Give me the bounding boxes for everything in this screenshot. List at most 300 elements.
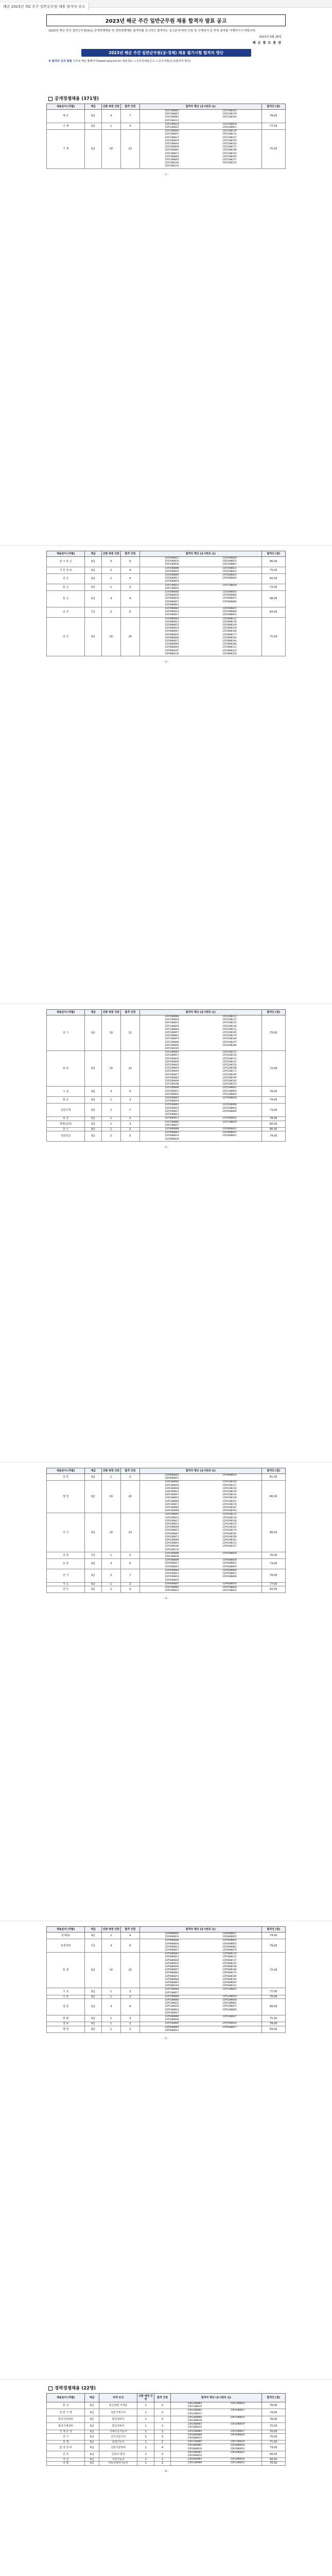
applicant-number: 12P3100179 bbox=[222, 1035, 237, 1038]
column-header: 합격자 명단 (응시번호 순) bbox=[139, 1927, 261, 1933]
pass-count-cell: 23 bbox=[120, 1513, 139, 1552]
applicant-number: 22K1400029 bbox=[230, 2423, 245, 2426]
applicant-number: 12P5600005 bbox=[164, 2026, 179, 2029]
table-row bbox=[47, 2433, 286, 2440]
column-header: 채용분야 (직렬) bbox=[47, 551, 85, 557]
applicant-number: 12P4500026 bbox=[164, 1575, 179, 1579]
class-cell: 9급 bbox=[85, 1933, 101, 1939]
quota-cell: 1 bbox=[101, 123, 120, 129]
quota-cell: 10 bbox=[101, 1481, 120, 1513]
unit-cell: 통계(2) bbox=[47, 1933, 85, 1939]
applicant-number: 22K1700019 bbox=[230, 2441, 245, 2444]
page-number: - 5 - bbox=[163, 2037, 169, 2041]
pass-count-cell: 4 bbox=[120, 567, 139, 573]
applicant-number: 12P4500068 bbox=[222, 1575, 237, 1579]
applicant-number: 12P3100165 bbox=[222, 1031, 237, 1035]
applicant-number: 12P3000183 bbox=[222, 636, 237, 639]
class-cell: 9급 bbox=[85, 1104, 101, 1117]
table-row bbox=[47, 2441, 286, 2444]
applicant-numbers-cell bbox=[139, 1552, 261, 1558]
applicant-number: 12P4700032 bbox=[222, 1589, 237, 1592]
table-header-row bbox=[47, 551, 286, 557]
applicant-number: 12P2400036 bbox=[164, 563, 179, 566]
page-number: - 1 - bbox=[163, 173, 169, 176]
applicant-number: 12P3100092 bbox=[164, 1044, 179, 1047]
cutoff-score-cell: 72.00 bbox=[261, 2423, 285, 2430]
applicant-number: 12P3600024 bbox=[222, 1117, 237, 1120]
cutoff-score-cell: 80.00 bbox=[261, 1999, 285, 2015]
applicant-number: 12P5200008 bbox=[164, 1995, 179, 1998]
class-cell: 9급 bbox=[85, 1087, 101, 1097]
applicant-number: 12P2300039 bbox=[164, 139, 179, 142]
applicant-number: 12P3300043 bbox=[222, 1087, 237, 1090]
applicant-number: 12P4200227 bbox=[222, 1545, 237, 1548]
number-column bbox=[143, 1131, 201, 1141]
applicant-number: 12P5100025 bbox=[222, 1988, 237, 1991]
applicant-number: 12P3100057 bbox=[164, 1031, 179, 1035]
applicant-number: 12P4500014 bbox=[164, 1572, 179, 1575]
applicant-number: 22K2000003 bbox=[187, 2458, 202, 2461]
table-header-row bbox=[47, 2394, 286, 2402]
number-column bbox=[201, 607, 258, 617]
pass-count-cell: 2 bbox=[120, 1582, 139, 1586]
unit-cell: 전 기 통 신 bbox=[47, 557, 85, 567]
number-column bbox=[201, 1128, 258, 1131]
applicant-number: 12P2100045 bbox=[164, 113, 179, 116]
unit-cell: 지 도 bbox=[47, 1582, 85, 1586]
applicant-number: 12P4200067 bbox=[164, 1532, 179, 1535]
tab-title[interactable]: 해군 2023년 제2 주간 일반군무원 채용 합격자 공고 bbox=[0, 3, 89, 10]
table-row bbox=[47, 1117, 286, 1121]
quota-cell: 3 bbox=[101, 1087, 120, 1097]
number-column bbox=[143, 1995, 201, 1998]
cutoff-score-cell: 75.00 bbox=[261, 1995, 285, 1998]
applicant-number: 12P4900055 bbox=[222, 1942, 237, 1945]
cutoff-score-cell: 78.00 bbox=[261, 110, 285, 123]
applicant-number: 12P3200081 bbox=[164, 1076, 179, 1079]
section-count: (371명) bbox=[80, 96, 99, 101]
number-column bbox=[201, 1988, 258, 1991]
class-cell: 9급 bbox=[85, 1051, 101, 1087]
applicant-number: 12P3000047 bbox=[164, 630, 179, 633]
number-column bbox=[216, 2451, 259, 2454]
applicant-number: 12P3200108 bbox=[164, 1083, 179, 1086]
section-box-icon bbox=[48, 97, 53, 101]
pass-count-cell: 3 bbox=[154, 2433, 170, 2440]
applicant-number: 12P4100004 bbox=[164, 1481, 179, 1484]
number-column bbox=[216, 2409, 259, 2412]
table-row bbox=[47, 110, 286, 123]
unit-cell: 토 목 bbox=[47, 1559, 85, 1569]
class-cell: 9급 bbox=[85, 1569, 101, 1582]
applicant-number: 22K1100015 bbox=[187, 2405, 202, 2409]
quota-cell: 1 bbox=[101, 1995, 120, 1998]
applicant-number: 12P5000212 bbox=[222, 1985, 237, 1988]
number-column bbox=[143, 1953, 201, 1988]
cutoff-score-cell: 73.00 bbox=[261, 1559, 285, 1569]
number-column bbox=[201, 1513, 258, 1548]
unit-cell: 통 신 bbox=[47, 2402, 85, 2409]
number-column bbox=[216, 2430, 259, 2433]
applicant-number: 22K2000018 bbox=[230, 2458, 245, 2461]
table-row bbox=[47, 1999, 286, 2015]
applicant-number: 12P3100074 bbox=[164, 1038, 179, 1041]
pass-count-cell: 2 bbox=[120, 1117, 139, 1121]
unit-cell: 일반기계 bbox=[47, 1104, 85, 1117]
applicant-number: 12P3900014 bbox=[164, 1134, 179, 1138]
applicant-number: 12P3000025 bbox=[164, 624, 179, 627]
applicant-numbers-cell bbox=[139, 1953, 261, 1988]
applicant-number: 12P4800027 bbox=[222, 1933, 237, 1935]
applicant-number: 12P4200163 bbox=[222, 1526, 237, 1529]
unit-cell: 보 건 bbox=[47, 1117, 85, 1121]
applicant-numbers-cell bbox=[171, 2433, 261, 2440]
number-column bbox=[201, 1481, 258, 1513]
pass-count-cell: 3 bbox=[154, 2402, 170, 2409]
unit-cell: 일 반 기 계 bbox=[47, 2409, 85, 2416]
number-column bbox=[201, 1097, 258, 1100]
cutoff-score-cell: 72.00 bbox=[261, 1051, 285, 1087]
applicant-number: 12P3200168 bbox=[222, 1067, 237, 1070]
table-row bbox=[47, 1474, 286, 1481]
applicant-number: 12P5300061 bbox=[222, 2002, 237, 2005]
page-divider bbox=[0, 1462, 332, 1463]
cutoff-score-cell: 83.00 bbox=[261, 2026, 285, 2032]
quota-cell: 1 bbox=[101, 2022, 120, 2026]
applicant-number: 12P3200202 bbox=[222, 1080, 237, 1083]
applicant-numbers-cell bbox=[139, 1127, 261, 1131]
applicant-number: 12P4100124 bbox=[222, 1487, 237, 1490]
applicant-number: 12P4100066 bbox=[164, 1500, 179, 1503]
cutoff-score-cell: 74.00 bbox=[261, 1131, 285, 1142]
applicant-number: 12P4100047 bbox=[164, 1494, 179, 1497]
class-cell: 9급 bbox=[85, 110, 101, 123]
applicant-number: 22K1500017 bbox=[230, 2430, 245, 2433]
applicant-number: 12P2300015 bbox=[164, 133, 179, 136]
class-cell: 9급 bbox=[85, 1953, 101, 1988]
applicant-numbers-cell bbox=[139, 1559, 261, 1569]
column-header: 선발 예정 인원 bbox=[101, 1468, 120, 1474]
pass-count-cell: 8 bbox=[120, 1939, 139, 1953]
applicant-number: 12P5300015 bbox=[164, 2002, 179, 2005]
applicant-number: 12P4200125 bbox=[222, 1513, 237, 1516]
number-column bbox=[201, 1131, 258, 1138]
quota-cell: 2 bbox=[101, 567, 120, 573]
applicant-number: 12P5000158 bbox=[222, 1965, 237, 1969]
applicant-number: 12P2300229 bbox=[222, 162, 237, 165]
unit-cell: 차 량 bbox=[47, 2462, 85, 2465]
cutoff-score-cell: 74.00 bbox=[261, 1933, 285, 1939]
quota-cell: 1 bbox=[101, 1582, 120, 1586]
cutoff-score-cell: 76.00 bbox=[261, 1087, 285, 1097]
quota-cell: 10 bbox=[101, 1953, 120, 1988]
applicant-number: 22K1300025 bbox=[230, 2416, 245, 2419]
applicant-number: 12P3000034 bbox=[164, 627, 179, 630]
class-cell: 9급 bbox=[85, 1481, 101, 1513]
applicant-number: 12P3500002 bbox=[164, 1104, 179, 1107]
table-row bbox=[47, 1995, 286, 1998]
applicant-number: 12P3200059 bbox=[164, 1067, 179, 1070]
applicant-number: 12P4900062 bbox=[222, 1945, 237, 1948]
applicant-number: 12P3200017 bbox=[164, 1054, 179, 1057]
quota-cell: 3 bbox=[101, 607, 120, 618]
table-row bbox=[47, 123, 286, 129]
pass-count-cell: 6 bbox=[120, 557, 139, 567]
applicant-number: 12P2500031 bbox=[222, 567, 237, 570]
section-heading bbox=[48, 95, 286, 101]
cutoff-score-cell: 80.00 bbox=[261, 1513, 285, 1552]
pass-count-cell: 24 bbox=[120, 617, 139, 656]
number-column bbox=[201, 1995, 258, 1998]
applicant-number: 12P4200027 bbox=[164, 1519, 179, 1522]
table-header-row bbox=[47, 104, 286, 110]
applicant-number: 12P2100001 bbox=[164, 110, 179, 112]
cutoff-score-cell: 71.00 bbox=[261, 2015, 285, 2022]
quota-cell: 3 bbox=[101, 1569, 120, 1582]
applicant-number: 12P3400028 bbox=[222, 1097, 237, 1100]
class-cell: 9급 bbox=[85, 2015, 101, 2022]
applicant-number: 12P4400017 bbox=[164, 1562, 179, 1565]
unit-cell: 통 신 bbox=[47, 584, 85, 590]
unit-cell: 정 보 bbox=[47, 2022, 85, 2026]
applicant-number: 12P4200196 bbox=[222, 1535, 237, 1538]
applicant-number: 12P4300006 bbox=[164, 1552, 179, 1555]
applicant-numbers-cell bbox=[171, 2423, 261, 2430]
quota-cell: 1 bbox=[101, 1117, 120, 1121]
quota-cell: 1 bbox=[137, 2462, 154, 2465]
applicant-number: 12P4100071 bbox=[164, 1503, 179, 1506]
applicant-number: 12P3500027 bbox=[164, 1110, 179, 1113]
applicant-number: 12P4100143 bbox=[222, 1494, 237, 1497]
applicant-number: 12P3700017 bbox=[164, 1124, 179, 1127]
unit-cell: 영 양 bbox=[47, 1999, 85, 2015]
applicant-number: 12P2100081 bbox=[164, 116, 179, 119]
applicant-number: 12P2300083 bbox=[164, 155, 179, 158]
page-section-gong3 bbox=[46, 1010, 286, 1149]
number-column bbox=[201, 2015, 258, 2019]
applicant-number: 12P3000149 bbox=[222, 624, 237, 627]
applicant-number: 12P3100044 bbox=[164, 1028, 179, 1031]
applicant-number: 12P2200010 bbox=[164, 123, 179, 126]
unit-cell: 항공기관정비 bbox=[47, 2416, 85, 2422]
table-row bbox=[47, 584, 286, 590]
column-header: 계급 bbox=[85, 551, 101, 557]
number-column bbox=[201, 2022, 258, 2025]
applicant-number: 12P4100117 bbox=[222, 1484, 237, 1487]
quota-cell: 1 bbox=[101, 584, 120, 590]
table-row bbox=[47, 1051, 286, 1087]
applicant-number: 12P4200031 bbox=[164, 1523, 179, 1526]
cutoff-score-cell: 77.50 bbox=[261, 123, 285, 129]
applicant-numbers-cell bbox=[139, 1121, 261, 1127]
applicant-number: 12P3200214 bbox=[222, 1083, 237, 1086]
quota-cell: 10 bbox=[101, 1051, 120, 1087]
pass-count-cell: 20 bbox=[120, 1481, 139, 1513]
applicant-numbers-cell bbox=[139, 574, 261, 584]
number-column bbox=[143, 618, 201, 656]
table-row bbox=[47, 2423, 286, 2430]
applicant-number: 12P4600007 bbox=[164, 1582, 179, 1585]
pass-count-cell: 6 bbox=[120, 1559, 139, 1569]
applicant-number: 12P2100145 bbox=[222, 110, 237, 112]
number-column bbox=[143, 1988, 201, 1994]
applicant-number: 12P4400025 bbox=[164, 1565, 179, 1568]
number-column bbox=[143, 557, 201, 567]
requirement-cell: 사진기능사 bbox=[99, 2458, 137, 2462]
applicant-number: 12P5000166 bbox=[222, 1969, 237, 1972]
applicant-number: 12P3200003 bbox=[164, 1051, 179, 1054]
applicant-numbers-cell bbox=[139, 2022, 261, 2026]
applicant-number: 22K1600008 bbox=[187, 2433, 202, 2436]
number-column bbox=[201, 1474, 258, 1477]
applicant-number: 22K1400002 bbox=[187, 2423, 202, 2426]
number-column bbox=[173, 2423, 216, 2429]
table-row bbox=[47, 2416, 286, 2422]
table-row bbox=[47, 1582, 286, 1586]
applicant-number: 12P3700029 bbox=[222, 1121, 237, 1124]
table-row bbox=[47, 1939, 286, 1953]
applicant-number: 22K1100003 bbox=[187, 2402, 202, 2405]
unit-cell: 기 계 공 작 bbox=[47, 2430, 85, 2433]
column-header: 선발 예정 인원 bbox=[101, 1010, 120, 1015]
applicant-number: 12P3200133 bbox=[222, 1057, 237, 1060]
applicant-number: 12P3400019 bbox=[164, 1100, 179, 1103]
column-header: 선발 예정 인원 bbox=[137, 2394, 154, 2402]
number-column bbox=[173, 2441, 216, 2444]
applicant-number: 12P4800002 bbox=[164, 1933, 179, 1935]
cutoff-score-cell: 74.00 bbox=[261, 2409, 285, 2416]
page-number: - 6 - bbox=[163, 2469, 169, 2473]
header-block bbox=[46, 11, 286, 63]
number-column bbox=[143, 1569, 201, 1582]
column-header: 합격 인원 bbox=[120, 1010, 139, 1015]
applicant-numbers-cell bbox=[139, 1513, 261, 1552]
number-column bbox=[143, 1117, 201, 1120]
cutoff-score-cell: 73.00 bbox=[261, 1104, 285, 1117]
class-cell: 9급 bbox=[85, 557, 101, 567]
applicant-number: 12P2300217 bbox=[222, 159, 237, 162]
class-cell: 9급 bbox=[85, 1988, 101, 1995]
unit-cell: 약 무 bbox=[47, 1586, 85, 1592]
unit-cell: 전 자 bbox=[47, 617, 85, 656]
applicant-number: 22K1100024 bbox=[230, 2402, 245, 2405]
applicant-number: 12P3100061 bbox=[164, 1035, 179, 1038]
table-row bbox=[47, 1513, 286, 1552]
applicant-numbers-cell bbox=[139, 1933, 261, 1939]
number-column bbox=[143, 1552, 201, 1558]
quota-cell: 1 bbox=[137, 2430, 154, 2433]
applicant-number: 12P4500051 bbox=[222, 1572, 237, 1575]
applicant-number: 12P2800004 bbox=[164, 591, 179, 594]
applicant-number: 12P3900037 bbox=[222, 1131, 237, 1134]
applicant-number: 12P5400009 bbox=[164, 2015, 179, 2019]
applicant-number: 12P4900037 bbox=[164, 1949, 179, 1952]
applicant-number: 12P3200199 bbox=[222, 1076, 237, 1079]
column-header: 합격선 (점) bbox=[261, 104, 285, 110]
class-cell: 9급 bbox=[85, 1117, 101, 1121]
applicant-number: 22K1500004 bbox=[187, 2430, 202, 2433]
quota-cell: 10 bbox=[101, 1513, 120, 1552]
table-row bbox=[47, 591, 286, 607]
number-column bbox=[201, 1953, 258, 1988]
page-section-gong2 bbox=[46, 551, 286, 664]
number-column bbox=[216, 2441, 259, 2444]
applicant-number: 12P3200077 bbox=[164, 1073, 179, 1076]
number-column bbox=[173, 2430, 216, 2433]
cutoff-score-cell: 80.00 bbox=[261, 1127, 285, 1131]
applicant-number: 12P3200185 bbox=[222, 1073, 237, 1076]
applicant-numbers-cell bbox=[139, 2015, 261, 2022]
unit-cell: 통 신 bbox=[47, 591, 85, 607]
requirement-cell: 간호사 면허 bbox=[99, 2451, 137, 2458]
table-row bbox=[47, 1097, 286, 1104]
quota-cell: 2 bbox=[101, 1933, 120, 1939]
number-column bbox=[143, 110, 201, 123]
cutoff-score-cell: 75.00 bbox=[261, 1015, 285, 1051]
applicant-number: 12P2500042 bbox=[222, 570, 237, 573]
applicant-number: 12P4200134 bbox=[222, 1516, 237, 1519]
applicant-number: 12P3300035 bbox=[164, 1093, 179, 1096]
table-row bbox=[47, 1104, 286, 1117]
cutoff-score-cell: 70.00 bbox=[261, 2462, 285, 2465]
cutoff-score-cell: 72.00 bbox=[261, 584, 285, 590]
pass-count-cell: 5 bbox=[120, 574, 139, 584]
applicant-number: 12P2600033 bbox=[222, 574, 237, 577]
number-column bbox=[216, 2423, 259, 2426]
applicant-number: 12P5100017 bbox=[164, 1991, 179, 1994]
applicant-number: 12P5000189 bbox=[222, 1975, 237, 1978]
pass-count-cell: 9 bbox=[120, 591, 139, 607]
page-section-kyung1 bbox=[46, 2385, 286, 2473]
number-column bbox=[143, 2015, 201, 2022]
unit-cell: 간 호 bbox=[47, 2451, 85, 2458]
column-header: 채용분야 (직렬) bbox=[47, 104, 85, 110]
applicant-number: 12P4900079 bbox=[222, 1949, 237, 1952]
class-cell: 9급 bbox=[85, 1127, 101, 1131]
result-banner: 2023년 해군 주간 일반군무원(공·경채) 채용 필기시험 합격자 명단 bbox=[81, 49, 251, 57]
class-cell: 9급 bbox=[85, 584, 101, 590]
applicant-number: 12P2200051 bbox=[222, 126, 237, 129]
page-divider bbox=[0, 2379, 332, 2380]
page-title: 2023년 해군 주간 일반군무원 채용 합격자 발표 공고 bbox=[46, 14, 286, 26]
number-column bbox=[201, 1051, 258, 1086]
applicant-number: 12P4200179 bbox=[222, 1529, 237, 1532]
applicant-number: 12P2400049 bbox=[222, 557, 237, 560]
applicant-number: 12P4100102 bbox=[222, 1481, 237, 1484]
class-cell: 9급 bbox=[85, 2462, 99, 2465]
applicant-number: 12P4000001 bbox=[164, 1474, 179, 1477]
applicant-number: 12P2700038 bbox=[222, 584, 237, 587]
class-cell: 9급 bbox=[85, 2409, 99, 2416]
applicant-number: 12P3100113 bbox=[222, 1015, 237, 1018]
result-table bbox=[46, 1009, 286, 1142]
number-column bbox=[143, 1999, 201, 2015]
number-column bbox=[201, 1559, 258, 1569]
table-row bbox=[47, 2409, 286, 2416]
class-cell: 9급 bbox=[85, 2444, 99, 2451]
applicant-number: 12P5000074 bbox=[164, 1975, 179, 1978]
cutoff-score-cell: 71.00 bbox=[261, 617, 285, 656]
class-cell: 9급 bbox=[85, 2423, 99, 2430]
applicant-number: 12P3100184 bbox=[222, 1038, 237, 1041]
quota-cell: 1 bbox=[101, 1988, 120, 1995]
applicant-number: 12P3000118 bbox=[164, 652, 179, 655]
pass-count-cell: 7 bbox=[120, 1104, 139, 1117]
unit-cell: 기 술 정 보 bbox=[47, 567, 85, 573]
table-row bbox=[47, 2451, 286, 2458]
applicant-number: 12P3200156 bbox=[222, 1064, 237, 1067]
number-column bbox=[173, 2444, 216, 2450]
